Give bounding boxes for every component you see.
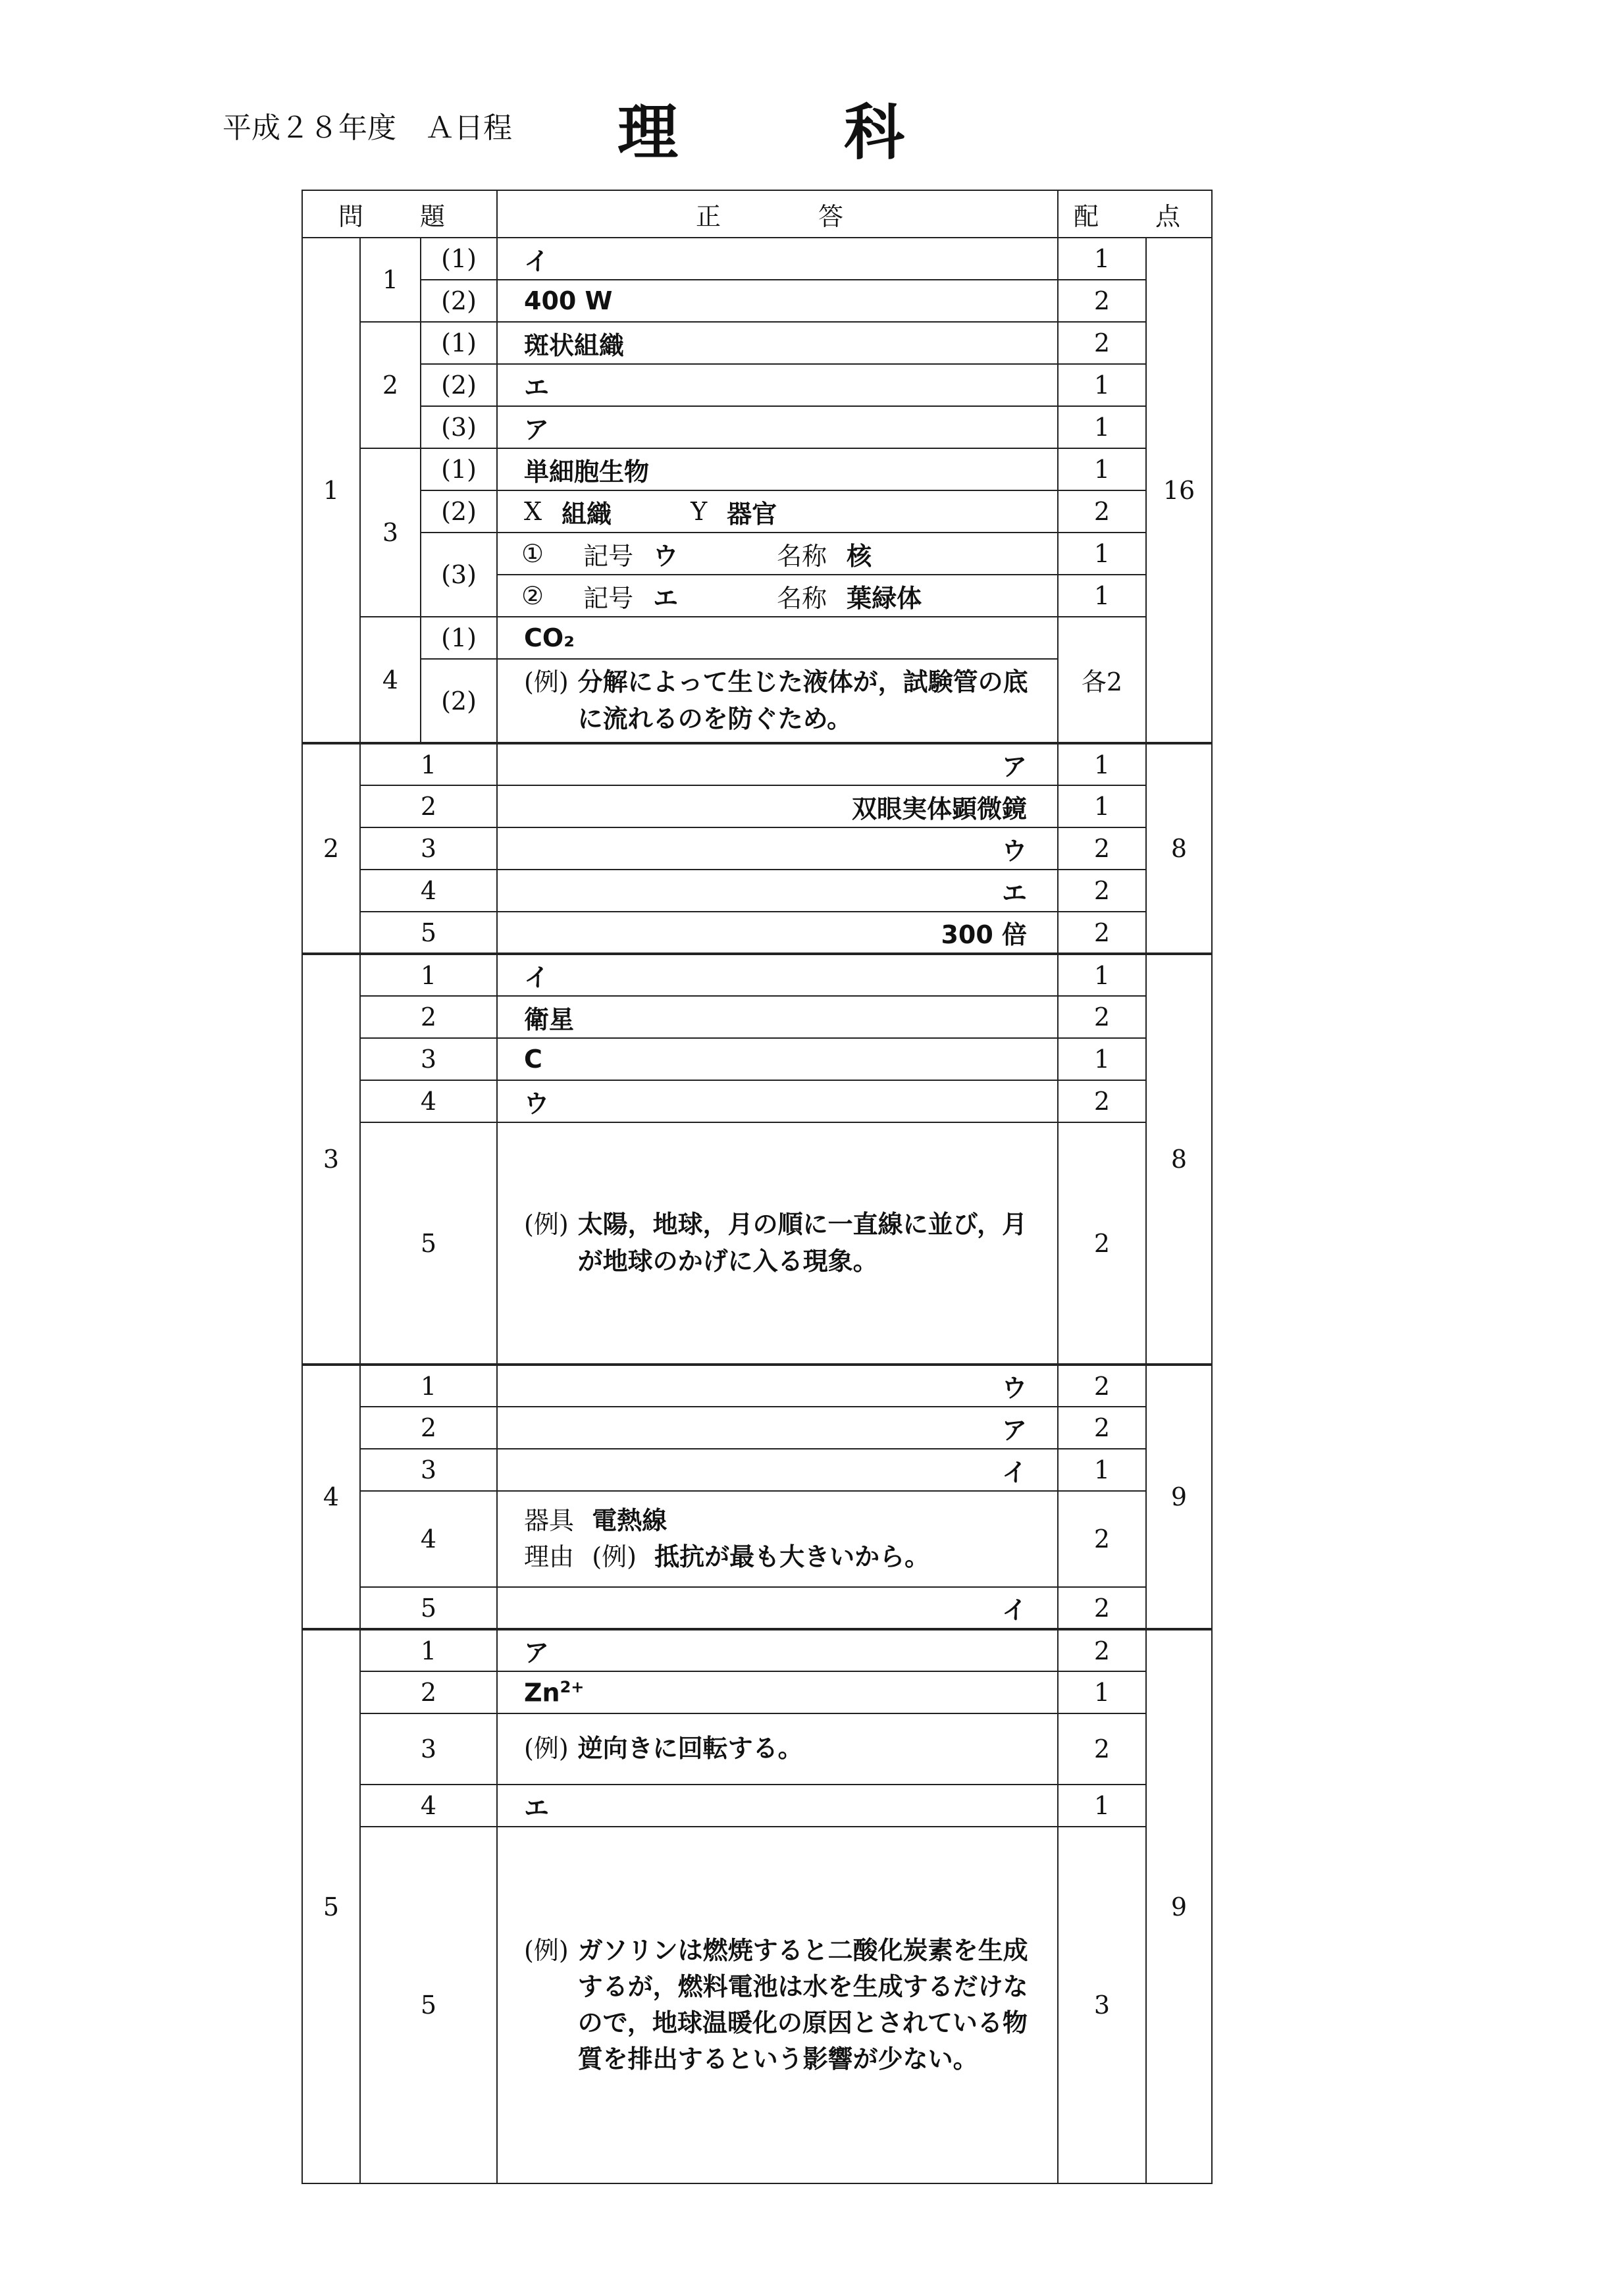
answer-cell: ウ xyxy=(497,827,1058,870)
points-cell: 1 xyxy=(1058,1785,1146,1827)
answer-table xyxy=(301,190,1213,2184)
kigo-answer: エ xyxy=(653,583,679,613)
points-cell: 1 xyxy=(1058,533,1146,575)
y-answer: 器官 xyxy=(727,499,777,529)
answer-cell: C xyxy=(497,1038,1058,1080)
q1-number: 1 xyxy=(302,238,360,743)
points-cell: 2 xyxy=(1058,1713,1146,1785)
table-row xyxy=(302,364,1212,406)
x-label: X xyxy=(524,497,542,526)
row-number: 2 xyxy=(360,1407,497,1449)
tool-answer: 電熱線 xyxy=(592,1505,667,1535)
answer-cell: ア xyxy=(497,1629,1058,1671)
tool-line xyxy=(524,1503,1037,1539)
table-header-row xyxy=(302,190,1212,238)
answer-text: ガソリンは燃焼すると二酸化炭素を生成するが，燃料電池は水を生成するだけなので，地球温暖化の原因とされている物質を排出するという影響が少ない。 xyxy=(577,1935,1028,2074)
answer-cell: ア xyxy=(497,1407,1058,1449)
row-number: 5 xyxy=(360,1827,497,2183)
row-number: 2 xyxy=(360,996,497,1038)
table-row xyxy=(302,1407,1212,1449)
answer-cell xyxy=(497,1491,1058,1587)
q4-number: 4 xyxy=(302,1365,360,1629)
reason-label: 理由 xyxy=(524,1542,575,1571)
sub-label: (2) xyxy=(421,280,497,322)
row-number: 3 xyxy=(360,1449,497,1491)
table-row xyxy=(302,1671,1212,1713)
table-row xyxy=(302,870,1212,912)
points-cell: 1 xyxy=(1058,575,1146,617)
reason-line xyxy=(524,1539,1037,1575)
table-row xyxy=(302,912,1212,954)
points-cell: 2 xyxy=(1058,996,1146,1038)
points-cell: 2 xyxy=(1058,1587,1146,1629)
row-number: 5 xyxy=(360,912,497,954)
answer-cell xyxy=(497,575,1058,617)
example-marker: (例) xyxy=(524,1734,569,1763)
row-number: 2 xyxy=(360,1671,497,1713)
row-number: 4 xyxy=(360,1785,497,1827)
q2-number: 2 xyxy=(302,743,360,954)
points-cell: 1 xyxy=(1058,954,1146,996)
points-cell: 1 xyxy=(1058,1449,1146,1491)
sub-label: (3) xyxy=(421,533,497,617)
points-cell: 2 xyxy=(1058,1629,1146,1671)
answer-text: 分解によって生じた液体が，試験管の底に流れるのを防ぐため。 xyxy=(577,667,1028,733)
row-number: 3 xyxy=(360,1713,497,1785)
points-cell: 2 xyxy=(1058,1365,1146,1407)
answer-cell: イ xyxy=(497,238,1058,280)
points-cell: 2 xyxy=(1058,1491,1146,1587)
answer-cell: 斑状組織 xyxy=(497,322,1058,364)
q2-total: 8 xyxy=(1146,743,1212,954)
points-cell: 3 xyxy=(1058,1827,1146,2183)
table-row xyxy=(302,996,1212,1038)
answer-cell xyxy=(497,1122,1058,1365)
points-cell: 2 xyxy=(1058,1080,1146,1122)
sub-label: (2) xyxy=(421,490,497,533)
exam-subtitle: 平成２８年度 Ａ日程 xyxy=(222,111,512,145)
table-row xyxy=(302,533,1212,575)
example-marker: (例) xyxy=(524,1210,569,1239)
q1-total: 16 xyxy=(1146,238,1212,743)
kigo-label: 記号 xyxy=(583,583,634,613)
answer-text: 太陽，地球，月の順に一直線に並び，月が地球のかげに入る現象。 xyxy=(577,1210,1028,1276)
answer-cell: ア xyxy=(497,406,1058,448)
answer-text: 逆向きに回転する。 xyxy=(577,1734,803,1763)
table-row xyxy=(302,785,1212,827)
table-row xyxy=(302,1785,1212,1827)
circle-number: ① xyxy=(521,539,544,568)
table-row xyxy=(302,1080,1212,1122)
q5-total: 9 xyxy=(1146,1629,1212,2183)
points-cell: 2 xyxy=(1058,870,1146,912)
answer-cell xyxy=(497,1827,1058,2183)
points-cell: 各2 xyxy=(1058,617,1146,743)
sub-label: (1) xyxy=(421,448,497,490)
row-number: 3 xyxy=(360,827,497,870)
points-cell: 1 xyxy=(1058,238,1146,280)
example-marker: (例) xyxy=(524,667,569,697)
table-row xyxy=(302,827,1212,870)
points-cell: 1 xyxy=(1058,1671,1146,1713)
table-row xyxy=(302,1038,1212,1080)
answer-cell: イ xyxy=(497,1587,1058,1629)
table-row xyxy=(302,280,1212,322)
answer-cell: ウ xyxy=(497,1080,1058,1122)
answer-cell: 400 W xyxy=(497,280,1058,322)
table-row xyxy=(302,1122,1212,1365)
table-row xyxy=(302,406,1212,448)
table-row xyxy=(302,1365,1212,1407)
answer-cell: CO₂ xyxy=(497,617,1058,659)
table-row xyxy=(302,1629,1212,1671)
points-cell: 1 xyxy=(1058,448,1146,490)
points-cell: 2 xyxy=(1058,490,1146,533)
table-row xyxy=(302,448,1212,490)
row-number: 5 xyxy=(360,1122,497,1365)
points-cell: 1 xyxy=(1058,743,1146,785)
example-marker: (例) xyxy=(592,1542,637,1571)
header-problem: 問 題 xyxy=(302,190,497,238)
table-row xyxy=(302,1449,1212,1491)
meisho-label: 名称 xyxy=(777,541,827,571)
table-row xyxy=(302,1713,1212,1785)
q1-s2-number: 2 xyxy=(360,322,421,448)
row-number: 1 xyxy=(360,1629,497,1671)
kigo-answer: ウ xyxy=(653,541,679,571)
points-cell: 2 xyxy=(1058,1407,1146,1449)
table-row xyxy=(302,490,1212,533)
table-row xyxy=(302,238,1212,280)
example-marker: (例) xyxy=(524,1935,569,1965)
points-cell: 1 xyxy=(1058,406,1146,448)
table-row xyxy=(302,954,1212,996)
answer-cell: エ xyxy=(497,870,1058,912)
points-cell: 1 xyxy=(1058,364,1146,406)
points-cell: 2 xyxy=(1058,827,1146,870)
header-points: 配 点 xyxy=(1058,190,1212,238)
answer-cell: ウ xyxy=(497,1365,1058,1407)
row-number: 1 xyxy=(360,1365,497,1407)
x-answer: 組織 xyxy=(562,499,612,529)
sub-label: (2) xyxy=(421,659,497,743)
sub-label: (3) xyxy=(421,406,497,448)
ion-charge: 2+ xyxy=(560,1677,585,1696)
q1-s3-number: 3 xyxy=(360,448,421,617)
answer-cell xyxy=(497,1713,1058,1785)
row-number: 4 xyxy=(360,870,497,912)
ion-symbol: Zn xyxy=(524,1678,560,1708)
meisho-answer: 葉緑体 xyxy=(847,583,922,613)
answer-cell: エ xyxy=(497,364,1058,406)
kigo-label: 記号 xyxy=(583,541,634,571)
answer-cell: 単細胞生物 xyxy=(497,448,1058,490)
points-cell: 1 xyxy=(1058,1038,1146,1080)
q3-number: 3 xyxy=(302,954,360,1365)
table-row xyxy=(302,617,1212,659)
table-row xyxy=(302,1827,1212,2183)
points-cell: 2 xyxy=(1058,912,1146,954)
row-number: 1 xyxy=(360,954,497,996)
answer-cell: イ xyxy=(497,1449,1058,1491)
q5-number: 5 xyxy=(302,1629,360,2183)
y-label: Y xyxy=(691,497,708,526)
meisho-label: 名称 xyxy=(777,583,827,613)
answer-cell xyxy=(497,490,1058,533)
sub-label: (2) xyxy=(421,364,497,406)
table-row xyxy=(302,322,1212,364)
points-cell: 2 xyxy=(1058,1122,1146,1365)
q1-s4-number: 4 xyxy=(360,617,421,743)
q1-s1-number: 1 xyxy=(360,238,421,322)
q4-total: 9 xyxy=(1146,1365,1212,1629)
row-number: 4 xyxy=(360,1491,497,1587)
sub-label: (1) xyxy=(421,238,497,280)
answer-cell xyxy=(497,659,1058,743)
table-row xyxy=(302,1587,1212,1629)
sub-label: (1) xyxy=(421,617,497,659)
table-row xyxy=(302,743,1212,785)
row-number: 2 xyxy=(360,785,497,827)
answer-cell xyxy=(497,1671,1058,1713)
answer-cell: 双眼実体顕微鏡 xyxy=(497,785,1058,827)
answer-cell: イ xyxy=(497,954,1058,996)
answer-cell xyxy=(497,533,1058,575)
meisho-answer: 核 xyxy=(847,541,872,571)
points-cell: 2 xyxy=(1058,322,1146,364)
row-number: 4 xyxy=(360,1080,497,1122)
answer-cell: 衛星 xyxy=(497,996,1058,1038)
row-number: 3 xyxy=(360,1038,497,1080)
q3-total: 8 xyxy=(1146,954,1212,1365)
circle-number: ② xyxy=(521,581,544,610)
row-number: 1 xyxy=(360,743,497,785)
answer-cell: ア xyxy=(497,743,1058,785)
points-cell: 1 xyxy=(1058,785,1146,827)
tool-label: 器具 xyxy=(524,1505,575,1535)
page-title: 理 科 xyxy=(617,97,958,168)
header-answer: 正 答 xyxy=(497,190,1058,238)
sub-label: (1) xyxy=(421,322,497,364)
row-number: 5 xyxy=(360,1587,497,1629)
answer-cell: 300 倍 xyxy=(497,912,1058,954)
points-cell: 2 xyxy=(1058,280,1146,322)
table-row xyxy=(302,1491,1212,1587)
reason-answer: 抵抗が最も大きいから。 xyxy=(654,1542,930,1571)
answer-cell: エ xyxy=(497,1785,1058,1827)
